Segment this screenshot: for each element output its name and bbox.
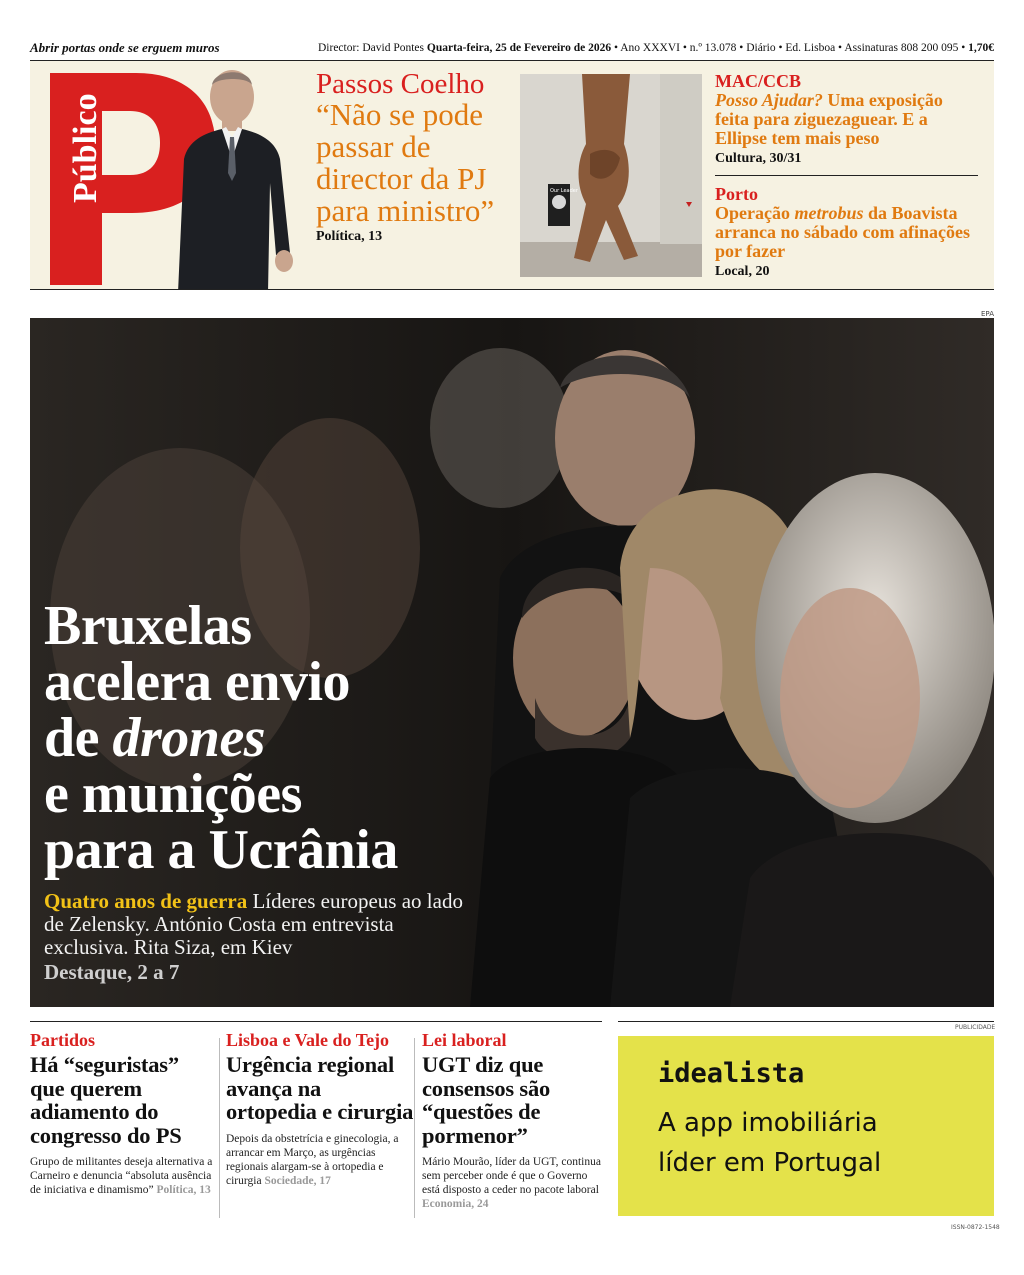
story-ref: Sociedade, 17 (264, 1174, 331, 1187)
teaser-porto-section: Local, 20 (715, 264, 770, 279)
edition-info (318, 42, 994, 54)
story-lei-laboral[interactable] (422, 1030, 606, 1211)
teaser-divider (715, 175, 978, 176)
lead-deck-text: Líderes europeus ao lado de Zelensky. António Costa em entrevista exclusiva. Rita Siza, em Kiev (44, 889, 463, 959)
teaser-porto-italic: metrobus (794, 203, 864, 223)
teaser-right-column (715, 71, 980, 280)
story-title: Há “seguristas” que querem adiamento do congresso do PS (30, 1052, 182, 1148)
headline-line-4: e munições (44, 763, 302, 825)
teaser-mac[interactable] (715, 71, 980, 167)
story-body (422, 1155, 606, 1211)
story-body-text: Mário Mourão, líder da UGT, continua sem perceber onde é que o Governo está disposto a ceder no pacote laboral (422, 1156, 601, 1196)
ad-top-rule (618, 1021, 994, 1022)
stories-top-rule (30, 1021, 602, 1022)
sculpture-photo[interactable] (520, 74, 702, 277)
advertising-label: PUBLICIDADE (955, 1024, 996, 1031)
ad-line-1: A app imobiliária (658, 1108, 878, 1138)
story-ref: Política, 13 (156, 1184, 211, 1196)
teaser-passos-coelho[interactable] (316, 69, 516, 245)
headline-line-3-italic: drones (112, 707, 266, 769)
passos-coelho-photo[interactable] (158, 63, 306, 290)
story-ref: Economia, 24 (422, 1198, 489, 1210)
teaser-porto-pre: Operação (715, 203, 795, 223)
lead-section: Destaque, 2 a 7 (44, 960, 180, 984)
headline-line-2: acelera envio (44, 651, 351, 713)
teaser-mac-text (715, 91, 980, 148)
lead-story[interactable] (30, 318, 994, 1007)
teaser-mac-italic: Posso Ajudar? (715, 90, 823, 110)
story-title: UGT diz que consensos são “questões de pormenor” (422, 1052, 551, 1148)
story-title: Urgência regional avança na ortopedia e cirurgia (226, 1052, 414, 1124)
masthead (30, 60, 994, 290)
story-body (30, 1155, 218, 1197)
story-separator (414, 1038, 415, 1218)
story-tag: Lisboa e Vale do Tejo (226, 1030, 390, 1050)
logo-wordmark: Público (67, 93, 104, 203)
headline-line-3-pre: de (44, 707, 113, 769)
ad-line-2: líder em Portugal (658, 1148, 882, 1178)
teaser-mac-section: Cultura, 30/31 (715, 151, 802, 166)
issn: ISSN-0872-1548 (951, 1224, 1000, 1231)
photo-credit: EPA (981, 310, 994, 318)
teaser-porto-text (715, 204, 980, 261)
lead-kicker: Quatro anos de guerra (44, 889, 248, 913)
slogan: Abrir portas onde se erguem muros (30, 40, 220, 55)
ad-brand: idealista (658, 1058, 805, 1089)
teaser-mac-tag: MAC/CCB (715, 71, 801, 91)
director: Director: David Pontes (317, 42, 425, 54)
teaser-passos-quote: “Não se pode passar de director da PJ para ministro” (316, 97, 495, 228)
teaser-passos-section: Política, 13 (316, 229, 383, 244)
lead-deck (44, 890, 464, 984)
issue-date: Quarta-feira, 25 de Fevereiro de 2026 (426, 42, 612, 54)
story-body-text: Depois da obstetrícia e ginecologia, a arrancar em Março, as urgências regionais alargam-se à ortopedia e cirurgia (226, 1132, 399, 1187)
story-partidos[interactable] (30, 1030, 218, 1197)
story-separator (219, 1038, 220, 1218)
headline-line-5: para a Ucrânia (44, 819, 398, 881)
teaser-porto[interactable] (715, 184, 980, 280)
headline-line-1: Bruxelas (44, 595, 252, 657)
teaser-porto-tag: Porto (715, 184, 758, 204)
top-line (30, 40, 994, 56)
headline-line-3 (44, 707, 504, 769)
story-lisboa[interactable] (226, 1030, 414, 1188)
teaser-mac-rest: Uma exposição feita para ziguezaguear. E a Ellipse tem mais peso (715, 90, 943, 148)
story-tag: Lei laboral (422, 1030, 507, 1050)
story-tag: Partidos (30, 1030, 95, 1050)
teaser-passos-name: Passos Coelho (316, 68, 485, 100)
lead-headline[interactable] (44, 595, 504, 881)
idealista-ad[interactable] (618, 1036, 994, 1216)
sculpture-sign-text: Our Leader (550, 188, 578, 194)
teaser-porto-post: da Boavista arranca no sábado com afinações por fazer (715, 203, 970, 261)
story-body (226, 1132, 414, 1188)
price: 1,70€ (968, 42, 994, 54)
story-body-text: Grupo de militantes deseja alternativa a Carneiro e denuncia “absoluta ausência de iniciativa e dinamismo” (30, 1156, 213, 1196)
issue-details: • Ano XXXVI • n.º 13.078 • Diário • Ed. Lisboa • Assinaturas 808 200 095 • (613, 42, 966, 54)
